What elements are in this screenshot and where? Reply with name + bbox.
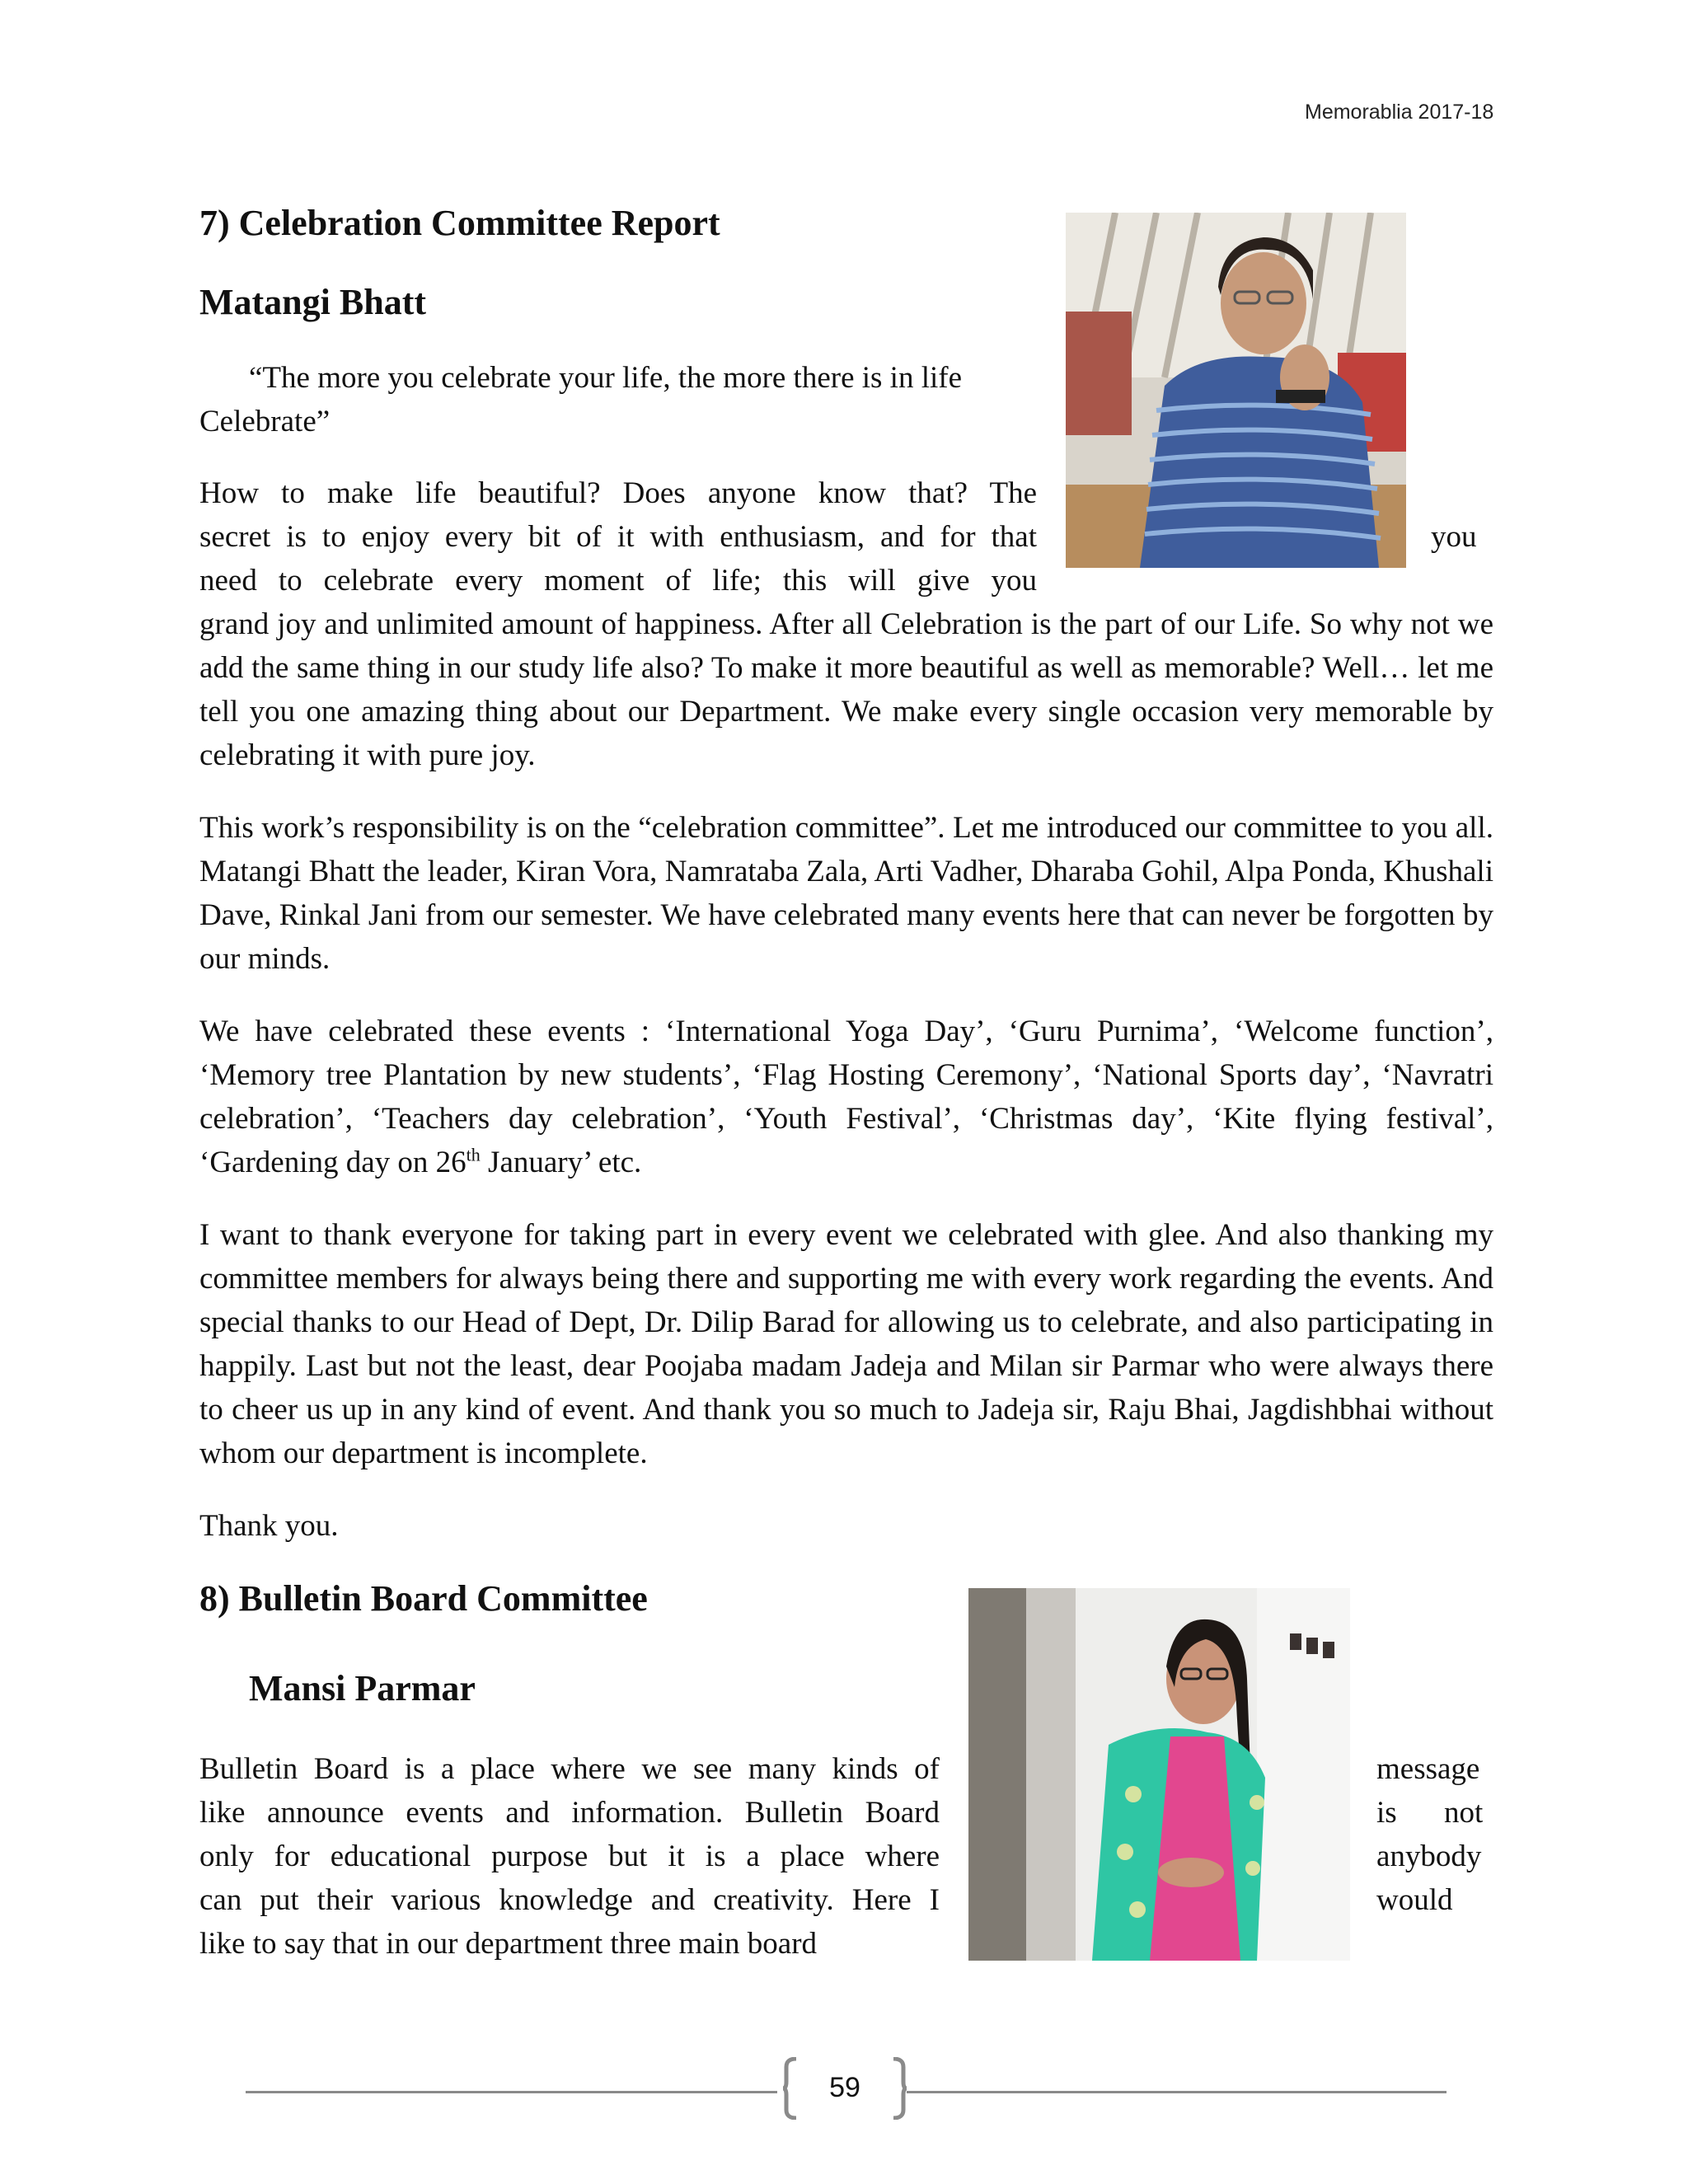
p3-superscript: th: [466, 1144, 481, 1165]
bulletin-line-3: only for educational purpose but it is a place where: [199, 1840, 940, 1873]
matangi-bhatt-photo: [1066, 213, 1406, 568]
p5-thank-you: Thank you.: [199, 1509, 339, 1543]
bulletin-line-2-tail-a: is: [1376, 1796, 1397, 1830]
p1-line-1: How to make life beautiful? Does anyone know that? The: [199, 476, 1037, 510]
p4-thanks: I want to thank everyone for taking part in every event we celebrated with glee. And also thanking my committee members for always being there and supporting me with every work regarding the events. And special thanks to our Head of Dept, Dr. Dilip Barad for allowing us to celebrate, and also participating in happily. Last but not the least, dear Poojaba madam Jadeja and Milan sir Parmar who were always there to cheer us up in any kind of event. And thank you so much to Jadeja sir, Raju Bhai, Jagdishbhai without whom our department is incomplete.: [199, 1218, 1493, 1470]
p1-line-2: secret is to enjoy every bit of it with enthusiasm, and for that: [199, 520, 1037, 554]
bulletin-line-1-tail: message: [1376, 1752, 1480, 1786]
mansi-parmar-photo: [968, 1588, 1350, 1961]
footer-left-bracket-icon: [781, 2057, 799, 2120]
footer-right-bracket-icon: [890, 2057, 908, 2120]
quote-line-1: “The more you celebrate your life, the more there is in life: [249, 361, 963, 395]
section-7-author: Matangi Bhatt: [199, 282, 426, 322]
quote-line-2: Celebrate”: [199, 405, 331, 438]
bulletin-line-5: like to say that in our department three main board: [199, 1927, 818, 1961]
section-7-heading: 7) Celebration Committee Report: [199, 203, 720, 243]
p1-line-2-tail: you: [1431, 520, 1477, 554]
bulletin-line-3-tail: anybody: [1376, 1840, 1482, 1873]
footer-rule-right: [907, 2091, 1447, 2093]
bulletin-line-1: Bulletin Board is a place where we see many kinds of: [199, 1752, 940, 1786]
page-number: 59: [829, 2072, 860, 2103]
running-header: Memorablia 2017-18: [1305, 101, 1494, 124]
section-8-heading: 8) Bulletin Board Committee: [199, 1578, 648, 1619]
p3-events: We have celebrated these events : ‘International Yoga Day’, ‘Guru Purnima’, ‘Welcome function’, ‘Memory tree Plantation by new students’, ‘Flag Hosting Ceremony’, ‘National Sports day’, ‘Navratri celebration’, ‘Teachers day celebration’, ‘Youth Festival’, ‘Christmas day’, ‘Kite flying festival’, ‘Gardening day on 26th January’ etc.: [199, 1015, 1493, 1179]
section-8-author: Mansi Parmar: [249, 1668, 476, 1708]
p1-line-3: need to celebrate every moment of life; this will give you: [199, 564, 1037, 598]
bulletin-line-2-tail-b: not: [1444, 1796, 1484, 1830]
p2-committee: This work’s responsibility is on the “celebration committee”. Let me introduced our committee to you all. Matangi Bhatt the leader, Kiran Vora, Namrataba Zala, Arti Vadher, Dharaba Gohil, Alpa Ponda, Khushali Dave, Rinkal Jani from our semester. We have celebrated many events here that can never be forgotten by our minds.: [199, 811, 1493, 976]
bulletin-line-4-tail: would: [1376, 1883, 1453, 1917]
bulletin-line-4: can put their various knowledge and creativity. Here I: [199, 1883, 940, 1917]
bulletin-line-2: like announce events and information. Bulletin Board: [199, 1796, 940, 1830]
p1-continued: grand joy and unlimited amount of happiness. After all Celebration is the part of our Life. So why not we add the same thing in our study life also? To make it more beautiful as well as memorable? Well… let me tell you one amazing thing about our Department. We make every single occasion very memorable by celebrating it with pure joy.: [199, 607, 1493, 772]
footer-rule-left: [246, 2091, 777, 2093]
